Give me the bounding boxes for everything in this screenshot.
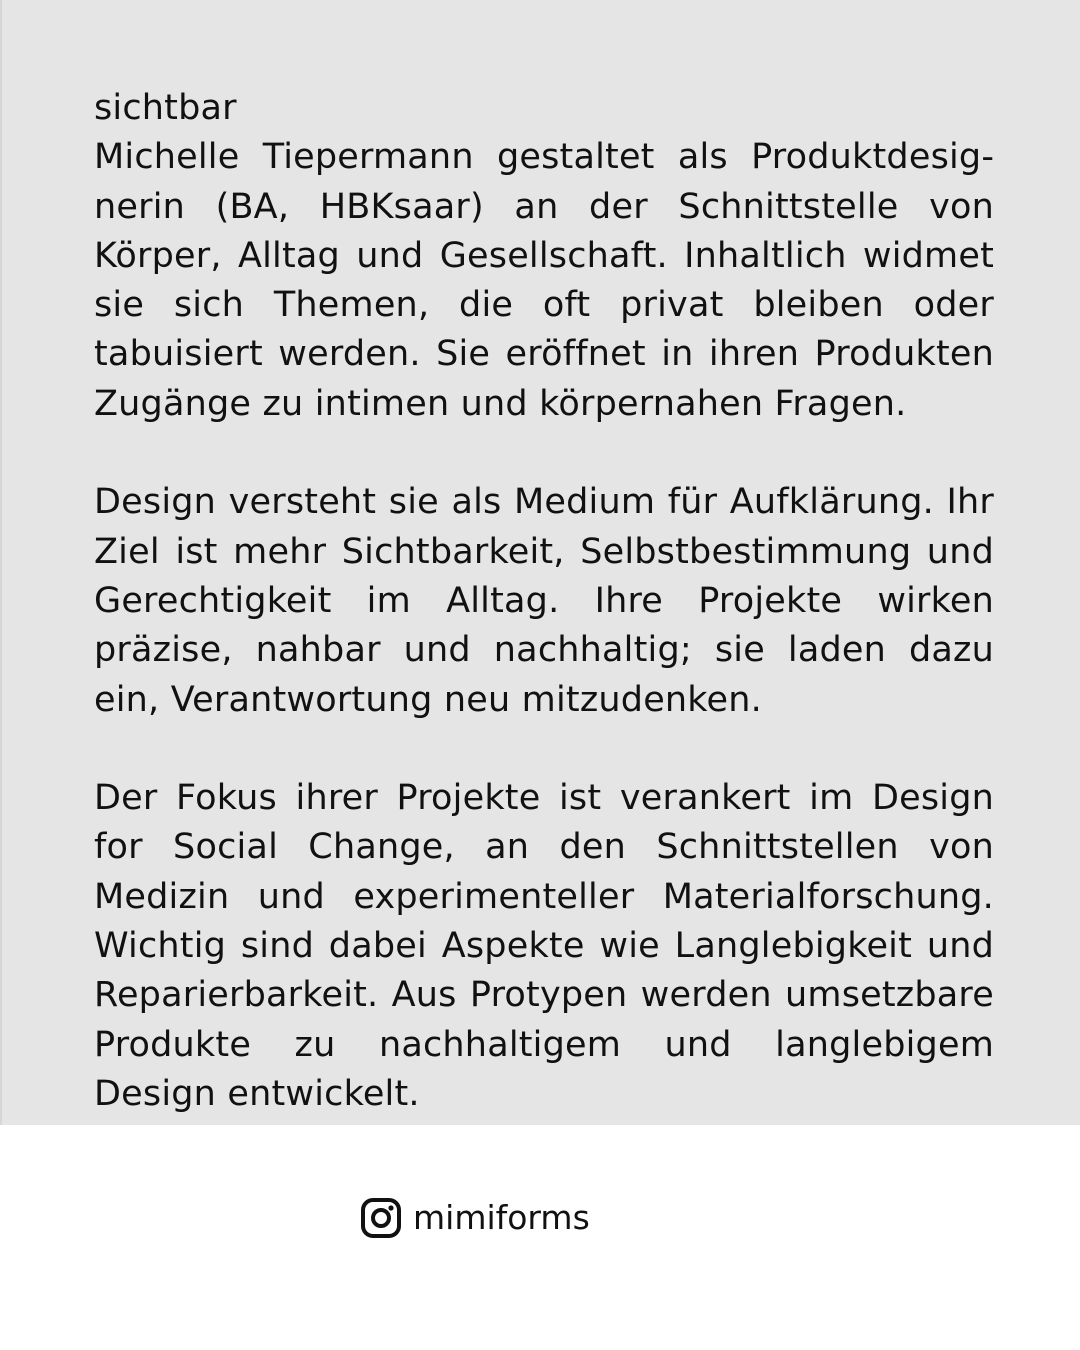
instagram-handle[interactable]: mimiforms (413, 1198, 590, 1237)
page-heading: sichtbar (94, 88, 237, 128)
bio-paragraph-3: Der Fokus ihrer Projekte ist verankert im Design for Social Change, an den Schnittstellen von Medizin und experimenteller Materialforschung. Wichtig sind dabei Aspekte wie Langlebigkeit und Reparierbarkeit. Aus Protypen werden umsetzbare Produkte zu nachhaltigem und langlebigem Design entwickelt. (94, 778, 994, 1114)
instagram-link[interactable] (360, 1197, 590, 1239)
bio-paragraph-1: Michelle Tiepermann gestaltet als Produktdesignerin (BA, HBKsaar) an der Schnittstelle von Körper, Alltag und Gesellschaft. Inhaltlich widmet sie sich Themen, die oft privat bleiben oder tabuisiert werden. Sie eröffnet in ihren Produkten Zugänge zu intimen und körpernahen Fragen. (94, 137, 994, 424)
bio-content (94, 84, 994, 1119)
instagram-icon (360, 1197, 402, 1239)
bio-paragraph-2: Design versteht sie als Medium für Aufklärung. Ihr Ziel ist mehr Sichtbarkeit, Selbstbestimmung und Gerechtigkeit im Alltag. Ihre Projekte wirken präzise, nahbar und nachhaltig; sie laden dazu ein, Verantwortung neu mitzudenken. (94, 482, 994, 720)
